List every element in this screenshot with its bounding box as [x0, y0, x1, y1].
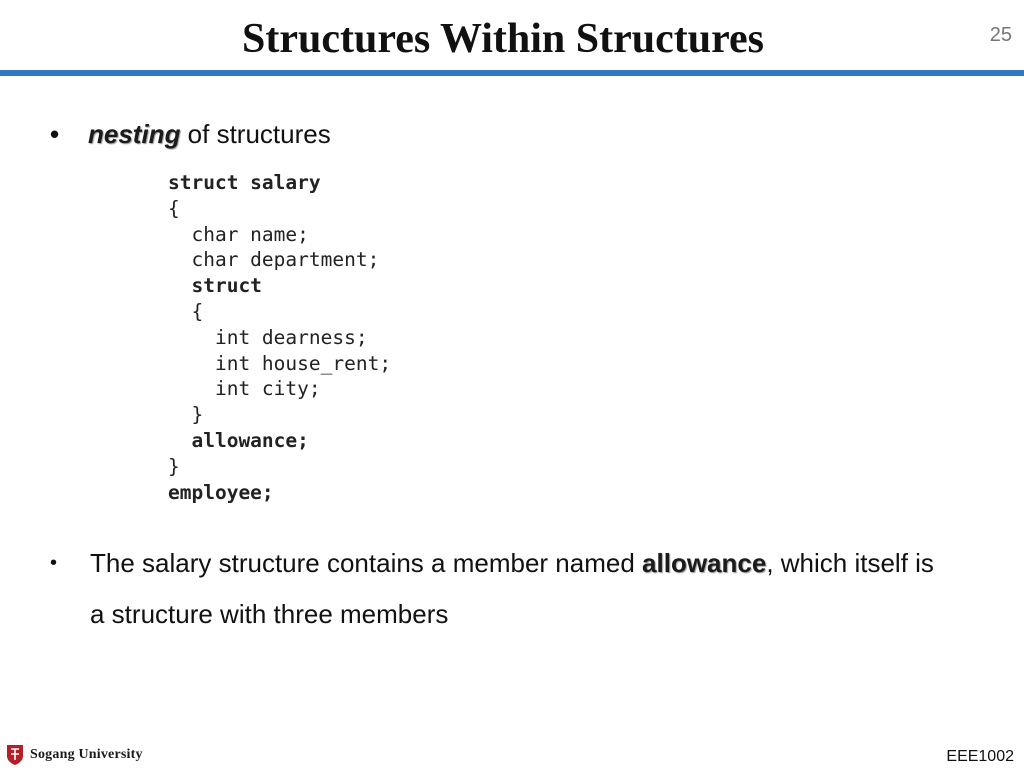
emphasis-allowance: allowance	[642, 548, 767, 578]
bullet-text-after: , which itself is a structure with three members	[90, 548, 934, 629]
title-divider	[0, 70, 1024, 76]
emphasis-nesting: nesting	[88, 119, 181, 149]
code-block	[168, 170, 391, 505]
code-line: }	[168, 403, 204, 427]
code-line: struct salary	[168, 171, 321, 194]
code-line: }	[168, 454, 180, 478]
bullet-glyph: •	[50, 119, 60, 149]
code-line: char department;	[168, 248, 380, 272]
bullet-text	[90, 538, 950, 640]
bullet-text-before: The salary structure contains a member named	[90, 548, 643, 578]
course-code: EEE1002	[946, 748, 1014, 765]
code-line: {	[168, 196, 180, 220]
code-line: int city;	[168, 377, 321, 401]
page-number: 25	[989, 24, 1012, 46]
bullet-nesting	[50, 116, 331, 152]
code-line: employee;	[168, 480, 274, 504]
university-logo	[6, 744, 143, 766]
university-name: Sogang University	[30, 747, 143, 762]
code-line: int dearness;	[168, 325, 368, 349]
code-line: int house_rent;	[168, 351, 392, 375]
code-line: {	[168, 299, 204, 323]
sogang-shield-icon	[6, 744, 24, 766]
code-line: struct	[168, 274, 262, 298]
code-line: char name;	[168, 222, 309, 246]
bullet-text: of structures	[180, 119, 331, 149]
bullet-glyph: •	[50, 552, 58, 574]
code-line: allowance;	[168, 428, 309, 452]
slide-title: Structures Within Structures	[242, 16, 764, 62]
bullet-allowance	[50, 538, 950, 640]
